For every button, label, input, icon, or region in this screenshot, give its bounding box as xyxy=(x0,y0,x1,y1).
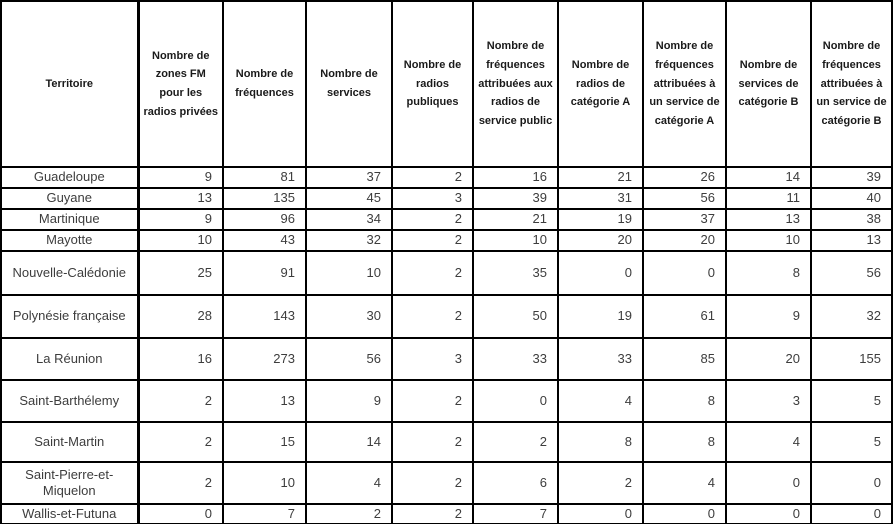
value-cell: 33 xyxy=(473,338,558,380)
value-cell: 3 xyxy=(392,338,473,380)
value-cell: 39 xyxy=(473,188,558,209)
column-header-8: Nombre de services de catégorie B xyxy=(726,1,811,167)
value-cell: 32 xyxy=(306,230,392,251)
value-cell: 6 xyxy=(473,462,558,504)
value-cell: 4 xyxy=(726,422,811,462)
value-cell: 26 xyxy=(643,167,726,188)
value-cell: 28 xyxy=(138,295,223,338)
value-cell: 2 xyxy=(392,230,473,251)
value-cell: 0 xyxy=(138,504,223,524)
table-row xyxy=(1,230,892,251)
column-header-4: Nombre de radios publiques xyxy=(392,1,473,167)
value-cell: 10 xyxy=(223,462,306,504)
value-cell: 9 xyxy=(138,209,223,230)
territory-cell: Martinique xyxy=(1,209,138,230)
value-cell: 21 xyxy=(558,167,643,188)
value-cell: 9 xyxy=(138,167,223,188)
table-row xyxy=(1,380,892,422)
value-cell: 9 xyxy=(306,380,392,422)
value-cell: 2 xyxy=(558,462,643,504)
value-cell: 2 xyxy=(392,209,473,230)
table-row xyxy=(1,209,892,230)
value-cell: 4 xyxy=(643,462,726,504)
value-cell: 2 xyxy=(138,422,223,462)
territory-cell: Saint-Pierre-et-Miquelon xyxy=(1,462,138,504)
value-cell: 0 xyxy=(726,462,811,504)
value-cell: 2 xyxy=(392,422,473,462)
value-cell: 21 xyxy=(473,209,558,230)
value-cell: 2 xyxy=(138,380,223,422)
territory-cell: Wallis-et-Futuna xyxy=(1,504,138,524)
value-cell: 30 xyxy=(306,295,392,338)
territory-cell: Guyane xyxy=(1,188,138,209)
value-cell: 10 xyxy=(306,251,392,295)
value-cell: 2 xyxy=(392,462,473,504)
value-cell: 16 xyxy=(473,167,558,188)
value-cell: 8 xyxy=(726,251,811,295)
value-cell: 0 xyxy=(726,504,811,524)
table-row xyxy=(1,338,892,380)
value-cell: 8 xyxy=(558,422,643,462)
value-cell: 56 xyxy=(643,188,726,209)
value-cell: 13 xyxy=(223,380,306,422)
value-cell: 85 xyxy=(643,338,726,380)
table-body xyxy=(1,167,892,524)
table-row xyxy=(1,167,892,188)
value-cell: 20 xyxy=(726,338,811,380)
value-cell: 2 xyxy=(392,504,473,524)
value-cell: 7 xyxy=(473,504,558,524)
value-cell: 2 xyxy=(392,380,473,422)
value-cell: 31 xyxy=(558,188,643,209)
value-cell: 0 xyxy=(643,251,726,295)
value-cell: 20 xyxy=(643,230,726,251)
value-cell: 45 xyxy=(306,188,392,209)
value-cell: 61 xyxy=(643,295,726,338)
value-cell: 11 xyxy=(726,188,811,209)
value-cell: 50 xyxy=(473,295,558,338)
value-cell: 19 xyxy=(558,295,643,338)
value-cell: 5 xyxy=(811,380,892,422)
value-cell: 33 xyxy=(558,338,643,380)
column-header-9: Nombre de fréquences attribuées à un service de catégorie B xyxy=(811,1,892,167)
territory-cell: Mayotte xyxy=(1,230,138,251)
column-header-3: Nombre de services xyxy=(306,1,392,167)
value-cell: 4 xyxy=(306,462,392,504)
value-cell: 14 xyxy=(306,422,392,462)
column-header-2: Nombre de fréquences xyxy=(223,1,306,167)
table-row xyxy=(1,188,892,209)
territory-cell: Polynésie française xyxy=(1,295,138,338)
value-cell: 10 xyxy=(726,230,811,251)
column-header-1: Nombre de zones FM pour les radios privées xyxy=(138,1,223,167)
column-header-6: Nombre de radios de catégorie A xyxy=(558,1,643,167)
value-cell: 14 xyxy=(726,167,811,188)
value-cell: 8 xyxy=(643,422,726,462)
value-cell: 0 xyxy=(643,504,726,524)
value-cell: 91 xyxy=(223,251,306,295)
column-header-0: Territoire xyxy=(1,1,138,167)
value-cell: 37 xyxy=(306,167,392,188)
value-cell: 7 xyxy=(223,504,306,524)
value-cell: 5 xyxy=(811,422,892,462)
value-cell: 39 xyxy=(811,167,892,188)
value-cell: 19 xyxy=(558,209,643,230)
value-cell: 16 xyxy=(138,338,223,380)
value-cell: 81 xyxy=(223,167,306,188)
value-cell: 96 xyxy=(223,209,306,230)
value-cell: 0 xyxy=(811,462,892,504)
value-cell: 0 xyxy=(558,504,643,524)
value-cell: 155 xyxy=(811,338,892,380)
table-header xyxy=(1,1,892,167)
value-cell: 56 xyxy=(306,338,392,380)
value-cell: 35 xyxy=(473,251,558,295)
table-row xyxy=(1,251,892,295)
value-cell: 10 xyxy=(138,230,223,251)
value-cell: 2 xyxy=(473,422,558,462)
value-cell: 43 xyxy=(223,230,306,251)
territory-cell: Saint-Barthélemy xyxy=(1,380,138,422)
value-cell: 2 xyxy=(392,251,473,295)
value-cell: 10 xyxy=(473,230,558,251)
value-cell: 143 xyxy=(223,295,306,338)
value-cell: 2 xyxy=(306,504,392,524)
value-cell: 135 xyxy=(223,188,306,209)
value-cell: 2 xyxy=(138,462,223,504)
table-row xyxy=(1,295,892,338)
value-cell: 0 xyxy=(473,380,558,422)
value-cell: 40 xyxy=(811,188,892,209)
value-cell: 56 xyxy=(811,251,892,295)
value-cell: 273 xyxy=(223,338,306,380)
value-cell: 13 xyxy=(726,209,811,230)
value-cell: 34 xyxy=(306,209,392,230)
value-cell: 2 xyxy=(392,167,473,188)
value-cell: 0 xyxy=(558,251,643,295)
value-cell: 15 xyxy=(223,422,306,462)
column-header-5: Nombre de fréquences attribuées aux radios de service public xyxy=(473,1,558,167)
territory-cell: Nouvelle-Calédonie xyxy=(1,251,138,295)
value-cell: 4 xyxy=(558,380,643,422)
table-row xyxy=(1,462,892,504)
value-cell: 37 xyxy=(643,209,726,230)
table-row xyxy=(1,504,892,524)
table-row xyxy=(1,422,892,462)
value-cell: 2 xyxy=(392,295,473,338)
column-header-7: Nombre de fréquences attribuées à un service de catégorie A xyxy=(643,1,726,167)
value-cell: 8 xyxy=(643,380,726,422)
territory-cell: Saint-Martin xyxy=(1,422,138,462)
value-cell: 13 xyxy=(811,230,892,251)
territory-cell: La Réunion xyxy=(1,338,138,380)
value-cell: 20 xyxy=(558,230,643,251)
header-row xyxy=(1,1,892,167)
value-cell: 3 xyxy=(392,188,473,209)
value-cell: 0 xyxy=(811,504,892,524)
value-cell: 38 xyxy=(811,209,892,230)
value-cell: 9 xyxy=(726,295,811,338)
territory-cell: Guadeloupe xyxy=(1,167,138,188)
value-cell: 25 xyxy=(138,251,223,295)
value-cell: 32 xyxy=(811,295,892,338)
value-cell: 13 xyxy=(138,188,223,209)
value-cell: 3 xyxy=(726,380,811,422)
